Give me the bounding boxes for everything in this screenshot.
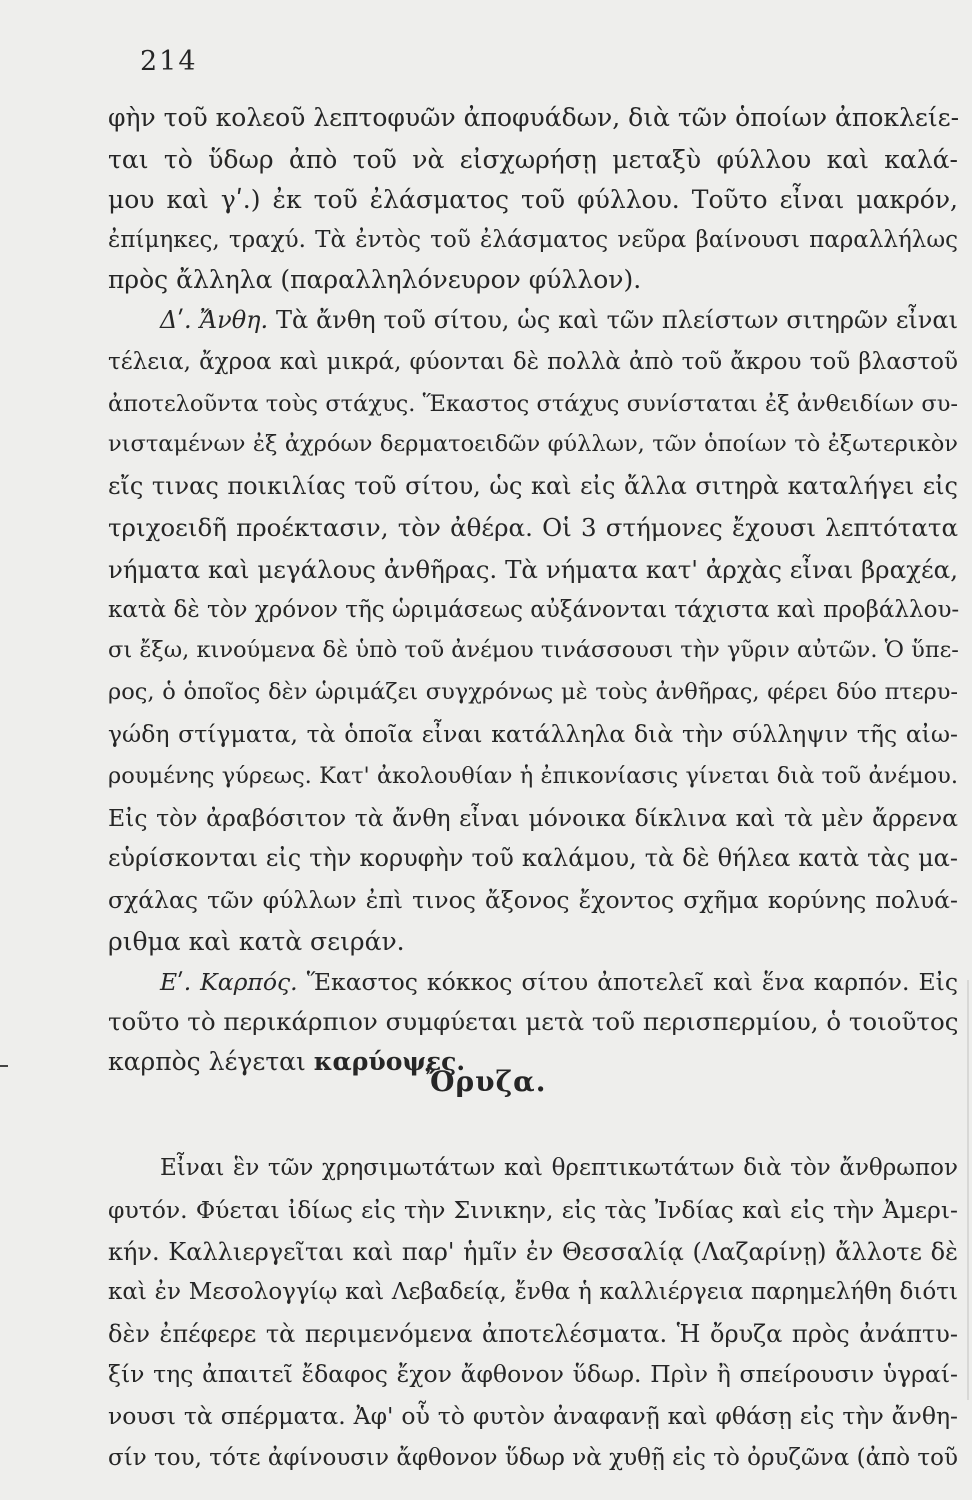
text-line: μου καὶ γʹ.) ἐκ τοῦ ἐλάσματος τοῦ φύλλου. Τοῦτο εἶναι μακρόν,	[108, 185, 958, 214]
text-line: ται τὸ ὕδωρ ἀπὸ τοῦ νὰ εἰσχωρήσῃ μεταξὺ φύλλου καὶ καλά-	[108, 145, 958, 174]
text-line: σχάλας τῶν φύλλων ἐπὶ τινος ἄξονος ἔχοντος σχῆμα κορύνης πολυά-	[108, 886, 958, 914]
text-line: φυτόν. Φύεται ἰδίως εἰς τὴν Σινικην, εἰς τὰς Ἰνδίας καὶ εἰς τὴν Ἀμερι-	[108, 1196, 958, 1224]
text-line: γώδη στίγματα, τὰ ὁποῖα εἶναι κατάλληλα διὰ τὴν σύλληψιν τῆς αἰω-	[108, 720, 958, 748]
section-e-first-line	[160, 962, 958, 1002]
text-line: σίν του, τότε ἀφίνουσιν ἄφθονον ὕδωρ νὰ χυθῇ εἰς τὸ ὀρυζῶνα (ἀπὸ τοῦ	[108, 1445, 958, 1471]
text-line: εἴς τινας ποικιλίας τοῦ σίτου, ὡς καὶ εἰς ἄλλα σιτηρὰ καταλήγει εἰς	[108, 472, 958, 500]
text-line: τοῦτο τὸ περικάρπιον συμφύεται μετὰ τοῦ περισπερμίου, ὁ τοιοῦτος	[108, 1007, 959, 1036]
text-line: Εἰς τὸν ἀραβόσιτον τὰ ἄνθη εἶναι μόνοικα δίκλινα καὶ τὰ μὲν ἄρρενα	[108, 804, 958, 832]
text-line: Τὰ ἄνθη τοῦ σίτου, ὡς καὶ τῶν πλείστων σιτηρῶν εἶναι	[268, 306, 958, 334]
text-line: σι ἔξω, κινούμενα δὲ ὑπὸ τοῦ ἀνέμου τινάσσουσι τὴν γῦριν αὐτῶν. Ὁ ὕπε-	[108, 637, 959, 663]
text-line: ξίν της ἀπαιτεῖ ἔδαφος ἔχον ἄφθονον ὕδωρ. Πρὶν ἢ σπείρουσιν ὑγραί-	[108, 1360, 958, 1388]
text-line: δὲν ἐπέφερε τὰ περιμενόμενα ἀποτελέσματα. Ἡ ὄρυζα πρὸς ἀνάπτυ-	[108, 1320, 958, 1348]
text-line: τέλεια, ἄχροα καὶ μικρά, φύονται δὲ πολλὰ ἀπὸ τοῦ ἄκρου τοῦ βλαστοῦ	[108, 349, 958, 375]
section-e-label: Εʹ. Καρπός.	[160, 968, 298, 996]
section-d-label: Δʹ. Ἄνθη.	[160, 306, 269, 334]
text-line: φὴν τοῦ κολεοῦ λεπτοφυῶν ἀποφυάδων, διὰ τῶν ὁποίων ἀποκλείε-	[108, 103, 960, 132]
page-edge-shadow	[967, 980, 969, 1400]
text-line: εὑρίσκονται εἰς τὴν κορυφὴν τοῦ καλάμου, τὰ δὲ θήλεα κατὰ τὰς μα-	[108, 844, 958, 872]
section-d-first-line	[160, 300, 958, 340]
text-line: Εἶναι ἓν τῶν χρησιμωτάτων καὶ θρεπτικωτάτων διὰ τὸν ἄνθρωπον	[160, 1155, 958, 1181]
text-line: κήν. Καλλιεργεῖται καὶ παρ' ἡμῖν ἐν Θεσσαλίᾳ (Λαζαρίνῃ) ἄλλοτε δὲ	[108, 1238, 958, 1266]
text-line: νήματα καὶ μεγάλους ἀνθῆρας. Τὰ νήματα κατ' ἀρχὰς εἶναι βραχέα,	[108, 555, 958, 584]
section-heading: Ὄρυζα.	[425, 1065, 547, 1098]
text-line: κατὰ δὲ τὸν χρόνον τῆς ὡριμάσεως αὐξάνονται τάχιστα καὶ προβάλλου-	[108, 597, 960, 623]
text-line: Ἕκαστος κόκκος σίτου ἀποτελεῖ καὶ ἕνα καρπόν. Εἰς	[306, 968, 958, 996]
text-line: πρὸς ἄλληλα (παραλληλόνευρον φύλλον).	[108, 265, 642, 294]
text-line: καρπὸς λέγεται	[108, 1047, 314, 1076]
text-line: τριχοειδῆ προέκτασιν, τὸν ἀθέρα. Οἱ 3 στήμονες ἔχουσι λεπτότατα	[108, 513, 958, 542]
page-number: 214	[140, 46, 198, 77]
bold-term: καρύοψες.	[313, 1047, 466, 1076]
text-line: ρουμένης γύρεως. Κατ' ἀκολουθίαν ἡ ἐπικονίασις γίνεται διὰ τοῦ ἀνέμου.	[108, 763, 958, 789]
text-line: νουσι τὰ σπέρματα. Ἀφ' οὗ τὸ φυτὸν ἀναφανῇ καὶ φθάσῃ εἰς τὴν ἄνθη-	[108, 1402, 958, 1430]
text-line: ἀποτελοῦντα τοὺς στάχυς. Ἕκαστος στάχυς συνίσταται ἐξ ἀνθειδίων συ-	[108, 391, 958, 417]
text-line: ἐπίμηκες, τραχύ. Τὰ ἐντὸς τοῦ ἐλάσματος νεῦρα βαίνουσι παραλλήλως	[108, 227, 958, 253]
text-line: νισταμένων ἐξ ἀχρόων δερματοειδῶν φύλλων, τῶν ὁποίων τὸ ἐξωτερικὸν	[108, 431, 958, 457]
text-line: ριθμα καὶ κατὰ σειράν.	[108, 927, 405, 956]
text-line: καὶ ἐν Μεσολογγίῳ καὶ Λεβαδείᾳ, ἔνθα ἡ καλλιέργεια παρημελήθη διότι	[108, 1279, 958, 1305]
text-line: ρος, ὁ ὁποῖος δὲν ὡριμάζει συγχρόνως μὲ τοὺς ἀνθῆρας, φέρει δύο πτερυ-	[108, 679, 958, 705]
